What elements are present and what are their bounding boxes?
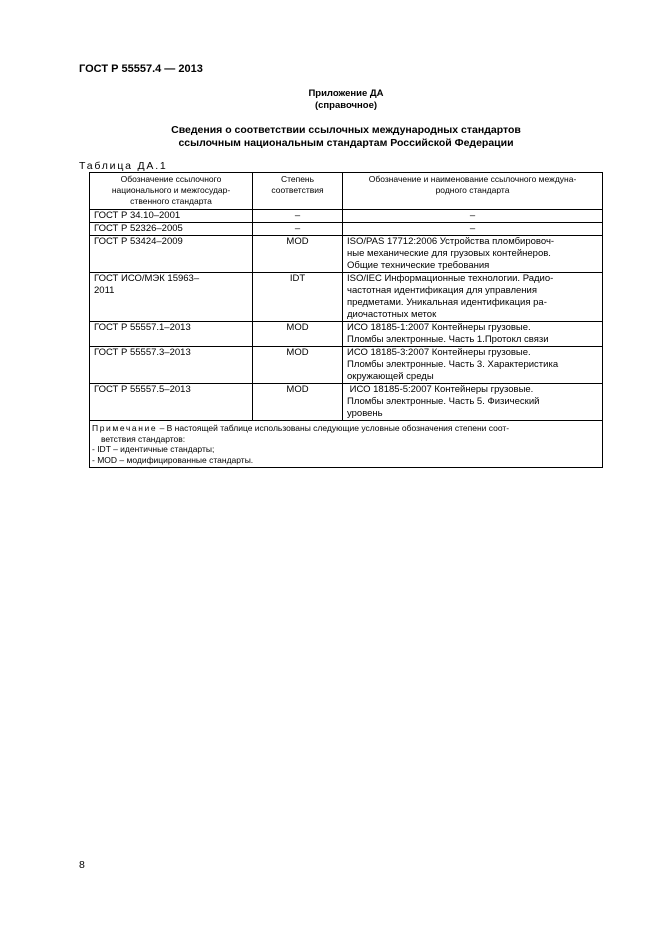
column-header-degree: Степень соответствия (253, 173, 343, 210)
national-standard-cell: ГОСТ ИСО/МЭК 15963– 2011 (90, 273, 253, 322)
appendix-title: Приложение ДА (308, 88, 384, 99)
national-standard-cell: ГОСТ Р 53424–2009 (90, 236, 253, 273)
table-row (90, 223, 603, 236)
table-note-row (90, 421, 603, 468)
reference-standards-table (89, 172, 603, 468)
international-standard-cell: ИСО 18185-1:2007 Контейнеры грузовые. Пломбы электронные. Часть 1.Протокл связи (343, 322, 603, 347)
section-title-line-2: ссылочным национальным стандартам Российской Федерации (178, 137, 514, 149)
document-code: ГОСТ Р 55557.4 — 2013 (79, 63, 203, 75)
section-title-line-1: Сведения о соответствии ссылочных международных стандартов (171, 124, 521, 136)
table-row (90, 384, 603, 421)
column-header-international: Обозначение и наименование ссылочного междуна- родного стандарта (343, 173, 603, 210)
appendix-note: (справочное) (314, 100, 378, 111)
note-item-idt: - IDT – идентичные стандарты; (92, 444, 215, 454)
degree-cell: – (253, 210, 343, 223)
table-note (90, 421, 603, 468)
table-row (90, 347, 603, 384)
degree-cell: MOD (253, 384, 343, 421)
table-row (90, 210, 603, 223)
international-standard-cell: ISO/IEC Информационные технологии. Радио- частотная идентификация для управления предметами. Уникальная идентификация ра- диочастотных меток (343, 273, 603, 322)
international-standard-cell: ИСО 18185-5:2007 Контейнеры грузовые. Пломбы электронные. Часть 5. Физический уровень (343, 384, 603, 421)
international-standard-cell: ISO/PAS 17712:2006 Устройства пломбировоч- ные механические для грузовых контейнеров. Общие технические требования (343, 236, 603, 273)
degree-cell: MOD (253, 347, 343, 384)
table-row (90, 322, 603, 347)
note-text-continued: ветствия стандартов: (101, 433, 186, 444)
table-row (90, 236, 603, 273)
national-standard-cell: ГОСТ Р 34.10–2001 (90, 210, 253, 223)
national-standard-cell: ГОСТ Р 55557.1–2013 (90, 322, 253, 347)
column-header-national: Обозначение ссылочного национального и межгосудар- ственного стандарта (90, 173, 253, 210)
international-standard-cell: ИСО 18185-3:2007 Контейнеры грузовые. Пломбы электронные. Часть 3. Характеристика окружающей среды (343, 347, 603, 384)
degree-cell: – (253, 223, 343, 236)
degree-cell: MOD (253, 322, 343, 347)
international-standard-cell: – (343, 223, 603, 236)
note-label: Примечание (92, 423, 158, 433)
national-standard-cell: ГОСТ Р 55557.3–2013 (90, 347, 253, 384)
page-number: 8 (79, 859, 85, 871)
table-row (90, 273, 603, 322)
degree-cell: IDT (253, 273, 343, 322)
table-header-row (90, 173, 603, 210)
section-title (90, 124, 602, 150)
national-standard-cell: ГОСТ Р 52326–2005 (90, 223, 253, 236)
appendix-heading (160, 88, 532, 112)
degree-cell: MOD (253, 236, 343, 273)
note-text: – В настоящей таблице использованы следующие условные обозначения степени соот- (157, 423, 510, 433)
national-standard-cell: ГОСТ Р 55557.5–2013 (90, 384, 253, 421)
note-item-mod: - MOD – модифицированные стандарты. (92, 454, 254, 465)
table-label: Таблица ДА.1 (79, 160, 168, 172)
international-standard-cell: – (343, 210, 603, 223)
